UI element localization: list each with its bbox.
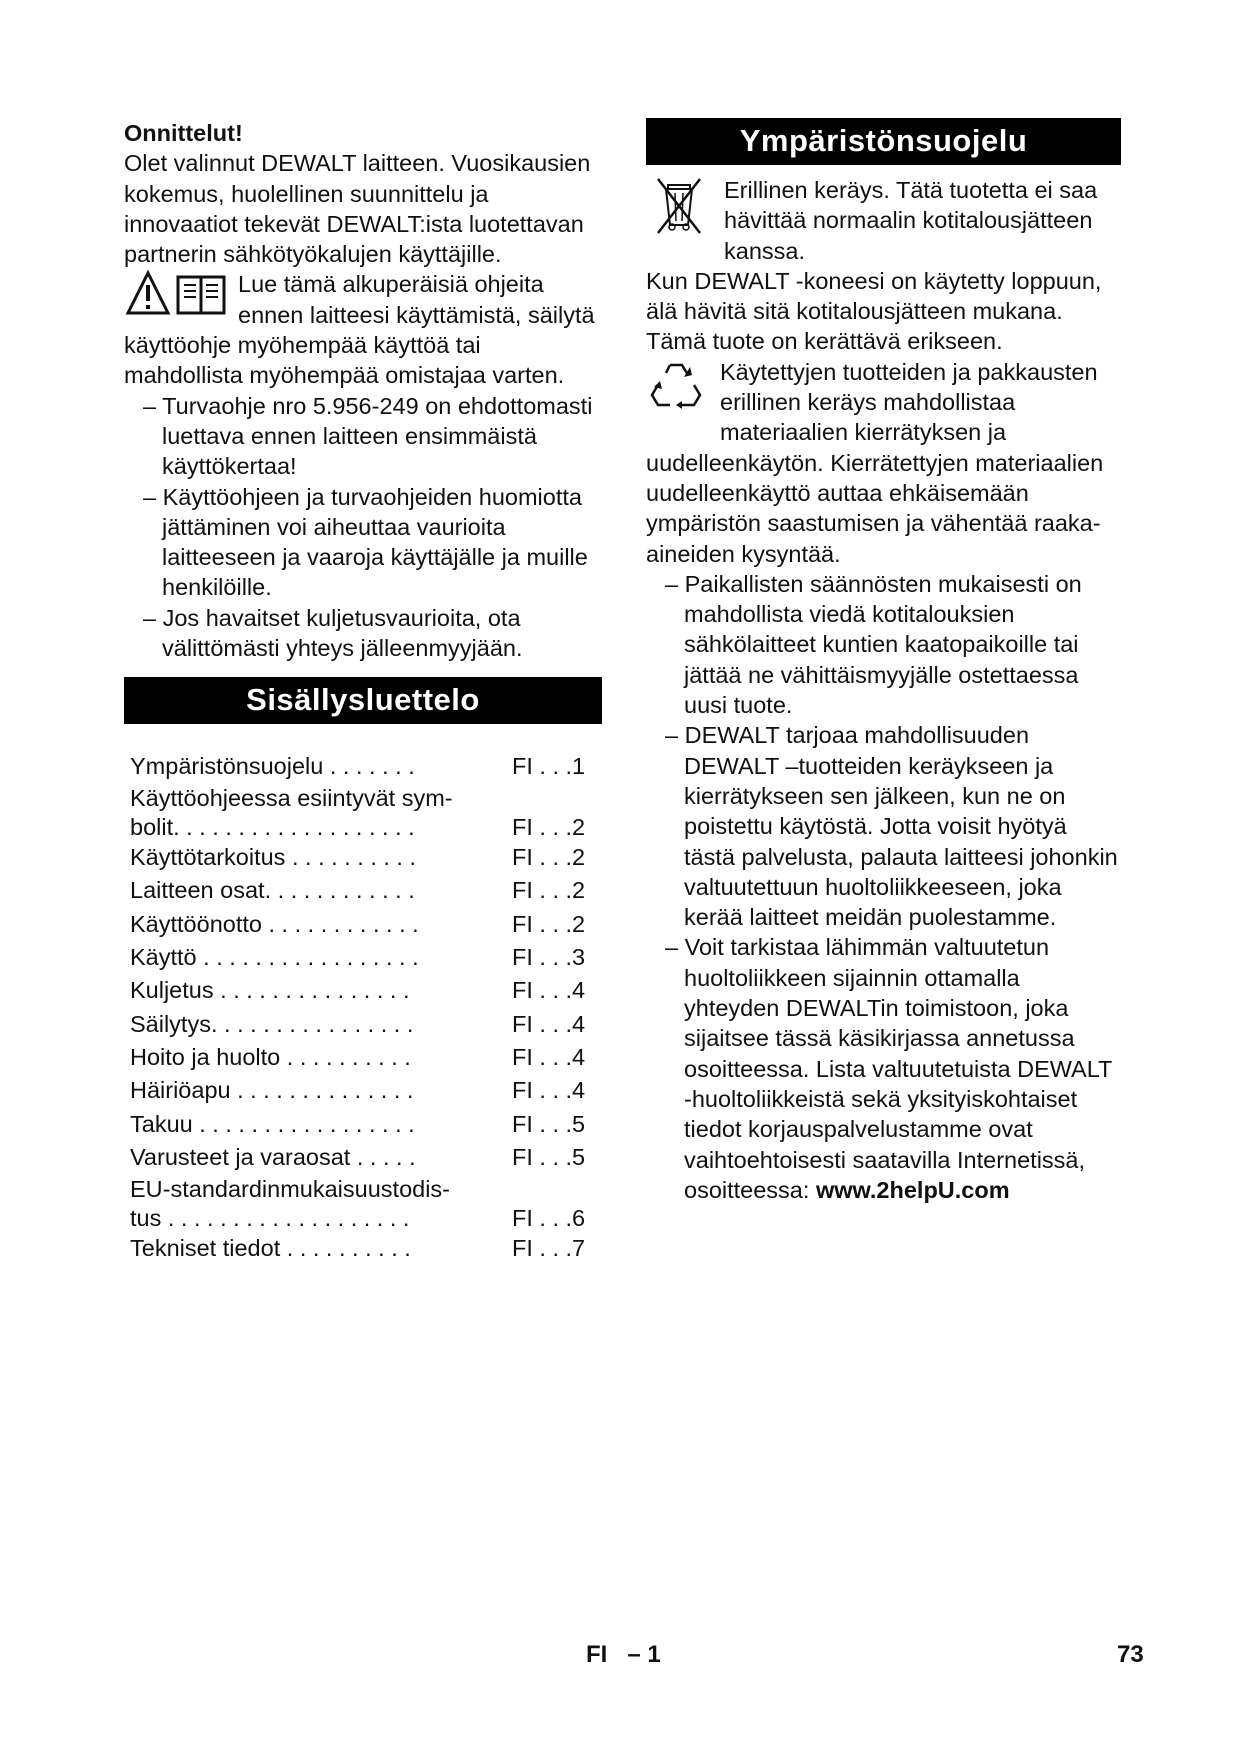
read-notice [124, 269, 602, 390]
toc-item: Säilytys. . . . . . . . . . . . . . . . FI . . .4 [130, 1010, 586, 1037]
left-bullet: – Turvaohje nro 5.956-249 on ehdottomasti luettava ennen laitteen ensimmäistä käyttökertaa! [143, 392, 593, 480]
toc-heading: Sisällysluettelo [124, 677, 602, 724]
right-bullet: – Paikallisten säännösten mukaisesti on mahdollista viedä kotitalouksien sähkölaitteet kuntien kaatopaikoille tai jättää ne vähittäismyyjälle ostettaessa uusi tuote. [665, 570, 1082, 719]
right-bullet: – DEWALT tarjoaa mahdollisuuden DEWALT –tuotteiden keräykseen ja kierrätykseen sen jälkeen, kun ne on poistettu käytöstä. Jotta voisit hyötyä tästä palvelusta, palauta laitteesi johonkin valtuutettuun huoltoliikkeeseen, joka kerää laitteet meidän puolestamme. [665, 722, 1118, 931]
greeting: Onnittelut! [124, 120, 243, 146]
environment-heading: Ympäristönsuojelu [646, 118, 1121, 165]
left-column [124, 118, 602, 1265]
table-of-contents [124, 750, 602, 1265]
toc-item: Tekniset tiedot . . . . . . . . . . FI . . .7 [130, 1234, 586, 1261]
toc-item: EU-standardinmukaisuustodis- tus . . . . . . . . . . . . . . . . . . . FI . . .6 [130, 1175, 586, 1231]
warning-book-icon [124, 269, 228, 324]
left-bullet: – Käyttöohjeen ja turvaohjeiden huomiotta jättäminen voi aiheuttaa vaurioita laitteeseen ja vaaroja käyttäjälle ja muille henkilöille. [143, 483, 588, 601]
page-number: 73 [1117, 1641, 1144, 1668]
recycle-icon [650, 359, 702, 418]
toc-item: Kuljetus . . . . . . . . . . . . . . . FI . . .4 [130, 977, 586, 1004]
read-notice-text: Lue tämä alkuperäisiä ohjeita ennen laitteesi käyttämistä, säilytä käyttöohje myöhempää käyttöä tai mahdollista myöhempää omistajaa varten. [124, 271, 595, 389]
recycling-block [646, 357, 1121, 569]
right-column [646, 118, 1121, 1205]
toc-item: Ympäristönsuojelu . . . . . . . FI . . .1 [130, 753, 586, 780]
disposal-text: Kun DEWALT -koneesi on käytetty loppuun, älä hävitä sitä kotitalousjätteen mukana. Tämä tuote on kerättävä erikseen. [646, 267, 1102, 355]
intro-text: Olet valinnut DEWALT laitteen. Vuosikausien kokemus, huolellinen suunnittelu ja innovaatiot tekevät DEWALT:ista luotettavan partnerin sähkötyökalujen käyttäjille. [124, 150, 591, 268]
toc-item: Häiriöapu . . . . . . . . . . . . . . FI . . .4 [130, 1077, 586, 1104]
separate-collection-text: Erillinen keräys. Tätä tuotetta ei saa hävittää normaalin kotitalousjätteen kanssa. [724, 177, 1098, 264]
website-link[interactable]: www.2helpU.com [815, 1176, 1010, 1203]
toc-item: Hoito ja huolto . . . . . . . . . . FI . . .4 [130, 1044, 586, 1071]
footer-language-code: FI – 1 [586, 1641, 661, 1668]
toc-item: Käyttötarkoitus . . . . . . . . . . FI . . .2 [130, 843, 586, 870]
toc-item: Käyttö . . . . . . . . . . . . . . . . . FI . . .3 [130, 943, 586, 970]
toc-item: Varusteet ja varaosat . . . . . FI . . .5 [130, 1144, 586, 1171]
toc-item: Käyttöönotto . . . . . . . . . . . . FI . . .2 [130, 910, 586, 937]
right-bullet: – Voit tarkistaa lähimmän valtuutetun huoltoliikkeen sijainnin ottamalla yhteyden DEWALTin toimistoon, joka sijaitsee tässä käsikirjassa annetussa osoitteessa. Lista valtuutetuista DEWALT -huoltoliikkeistä sekä yksityiskohtaiset tiedot korjauspalvelustamme ovat vaihtoehtoisesti saatavilla Internetissä, osoitteessa: www.2helpU.com [665, 934, 1112, 1203]
separate-collection-block [646, 175, 1121, 266]
toc-item: Käyttöohjeessa esiintyvät sym- bolit. . . . . . . . . . . . . . . . . . . FI . . .2 [130, 784, 586, 840]
toc-item: Laitteen osat. . . . . . . . . . . . FI . . .2 [130, 877, 586, 904]
toc-item: Takuu . . . . . . . . . . . . . . . . . FI . . .5 [130, 1110, 586, 1137]
left-bullet: – Jos havaitset kuljetusvaurioita, ota välittömästi yhteys jälleenmyyjään. [143, 604, 523, 662]
crossed-bin-icon [656, 175, 702, 248]
recycling-text: Käytettyjen tuotteiden ja pakkausten erillinen keräys mahdollistaa materiaalien kierrätyksen ja uudelleenkäytön. Kierrätettyjen materiaalien uudelleenkäyttö auttaa ehkäisemään ympäristön saastumisen ja vähentää raaka-aineiden kysyntää. [646, 358, 1104, 567]
